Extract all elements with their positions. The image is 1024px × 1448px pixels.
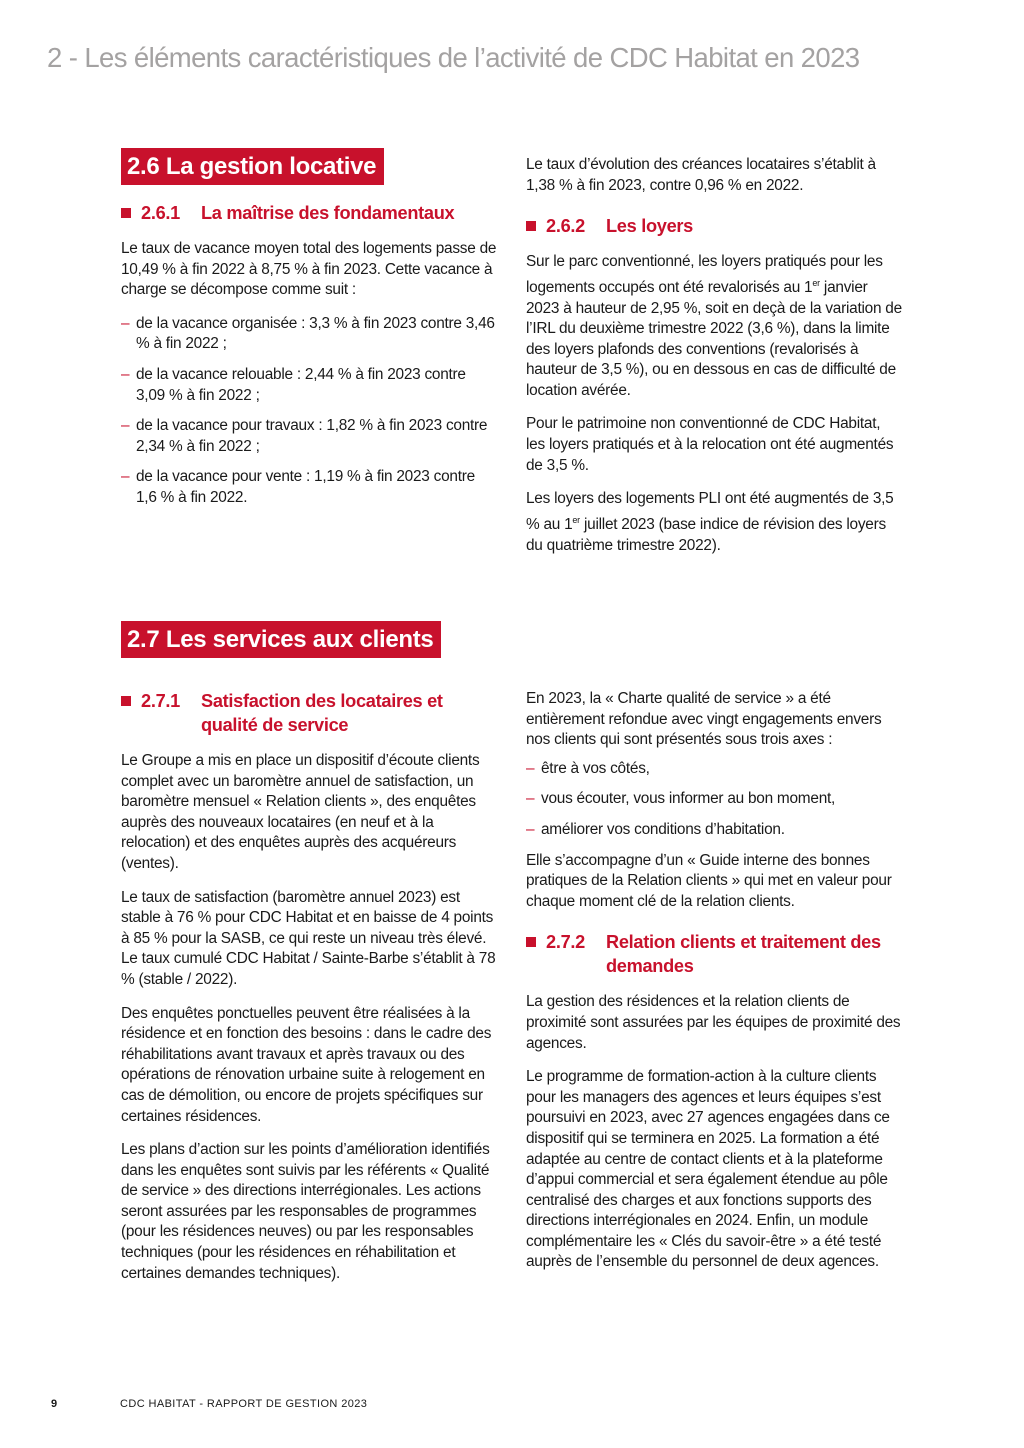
footer-document-title: CDC HABITAT - RAPPORT DE GESTION 2023 <box>120 1398 368 1410</box>
subsection-title: Satisfaction des locataires et qualité de service <box>201 691 443 735</box>
section-heading-2-6: 2.6 La gestion locative <box>121 148 384 185</box>
list-item: – être à vos côtés, <box>526 759 650 777</box>
rent-paragraph-3: Les loyers des logements PLI ont été augmentés de 3,5 % au 1er juillet 2023 (base indice de révision des loyers du quatrième trimestre 2022). <box>526 490 894 554</box>
list-item: – de la vacance organisée : 3,3 % à fin 2023 contre 3,46 % à fin 2022 ; <box>121 314 495 353</box>
running-head: 2 - Les éléments caractéristiques de l’activité de CDC Habitat en 2023 <box>47 42 860 73</box>
guide-paragraph: Elle s’accompagne d’un « Guide interne des bonnes pratiques de la Relation clients » qui met en valeur pour chaque moment clé de la relation clients. <box>526 851 892 910</box>
paragraph: Le programme de formation-action à la culture clients pour les managers des agences et leurs équipes s’est poursuivi en 2023, avec 27 agences engagées dans ce dispositif qui se terminera en 2025. La formation a été adaptée au centre de contact clients et à la plateforme d’appui commercial et sera également étendue au pôle centralisé des charges et aux fonctions supports des directions interrégionales en 2024. Enfin, un module complémentaire les « Clés du savoir-être » a été testé auprès de l’ensemble du personnel de deux agences. <box>526 1068 890 1271</box>
subsection-number: 2.7.1 <box>141 691 180 711</box>
paragraph: Le taux de satisfaction (baromètre annuel 2023) est stable à 76 % pour CDC Habitat et en baisse de 4 points à 85 % pour la SASB, ce qui reste un niveau très élevé. Le taux cumulé CDC Habitat / Sainte-Barbe s’établit à 78 % (stable / 2022). <box>121 888 496 988</box>
rent-paragraph-2: Pour le patrimoine non conventionné de CDC Habitat, les loyers pratiqués et à la relocation ont été augmentés de 3,5 %. <box>526 415 894 474</box>
subsection-heading-2-7-1 <box>121 689 497 737</box>
paragraph: Des enquêtes ponctuelles peuvent être réalisées à la résidence et en fonction des besoins : dans le cadre des réhabilitations avant travaux et après travaux ou des opérations de rénovation urbaine suite à relogement en cas de démolition, ou encore de projets spécifiques sur certaines résidences. <box>121 1004 492 1125</box>
bullet-square-icon <box>526 937 536 947</box>
charter-paragraph: En 2023, la « Charte qualité de service » a été entièrement refondue avec vingt engagements envers nos clients qui sont présentés sous trois axes : <box>526 690 882 749</box>
subsection-number: 2.7.2 <box>546 932 585 953</box>
column-2-7-right <box>526 689 902 1286</box>
subsection-title: Les loyers <box>606 216 693 237</box>
paragraph: Les plans d’action sur les points d’amélioration identifiés dans les enquêtes sont suivis par les référents « Qualité de service » des directions interrégionales. Les actions seront assurées par les responsables de programmes (pour les résidences neuves) ou par les responsables techniques (pour les résidences en réhabilitation et certaines demandes techniques). <box>121 1141 490 1282</box>
subsection-title: La maîtrise des fondamentaux <box>201 203 455 223</box>
list-item: – améliorer vos conditions d’habitation. <box>526 820 785 838</box>
bullet-square-icon <box>121 208 131 218</box>
subsection-title: Relation clients et traitement des demandes <box>606 932 881 977</box>
vacancy-list <box>121 314 497 509</box>
bullet-square-icon <box>526 221 536 231</box>
list-item: – de la vacance pour vente : 1,19 % à fin 2023 contre 1,6 % à fin 2022. <box>121 468 475 506</box>
list-item: – de la vacance relouable : 2,44 % à fin 2023 contre 3,09 % à fin 2022 ; <box>121 365 466 404</box>
paragraph: Le Groupe a mis en place un dispositif d’écoute clients complet avec un baromètre annuel de satisfaction, un baromètre mensuel « Relation clients », des enquêtes auprès des nouveaux locataires (en neuf et à la relocation) et des enquêtes auprès des acquéreurs (ventes). <box>121 752 480 872</box>
subsection-heading-2-6-2 <box>526 214 902 238</box>
list-item: – de la vacance pour travaux : 1,82 % à fin 2023 contre 2,34 % à fin 2022 ; <box>121 417 488 455</box>
column-2-6-right <box>526 155 902 569</box>
vacancy-intro: Le taux de vacance moyen total des logements passe de 10,49 % à fin 2022 à 8,75 % à fin 2023. Cette vacance à charge se décompose comme suit : <box>121 240 497 299</box>
list-item: – vous écouter, vous informer au bon moment, <box>526 790 836 808</box>
subsection-number: 2.6.1 <box>141 203 180 223</box>
subsection-heading-2-6-1 <box>121 201 497 225</box>
page-number: 9 <box>51 1398 58 1410</box>
subsection-heading-2-7-2 <box>526 930 902 978</box>
receivables-paragraph: Le taux d’évolution des créances locataires s’établit à 1,38 % à fin 2023, contre 0,96 % en 2022. <box>526 156 876 194</box>
paragraph: La gestion des résidences et la relation clients de proximité sont assurées par les équipes de proximité des agences. <box>526 993 901 1052</box>
section-heading-2-7: 2.7 Les services aux clients <box>121 621 441 658</box>
axes-list <box>526 759 902 841</box>
column-2-7-left <box>121 689 497 1297</box>
bullet-square-icon <box>121 696 131 706</box>
column-2-6-left <box>121 201 497 519</box>
rent-paragraph-1: Sur le parc conventionné, les loyers pratiqués pour les logements occupés ont été revalorisés au 1er janvier 2023 à hauteur de 2,95 %, soit en deçà de la variation de l’IRL du deuxième trimestre 2022 (3,6 %), dans la limite des loyers plafonds des conventions (revalorisés à hauteur de 3,5 %), ou en dessous en cas de difficulté de location avérée. <box>526 253 902 399</box>
subsection-number: 2.6.2 <box>546 216 585 237</box>
